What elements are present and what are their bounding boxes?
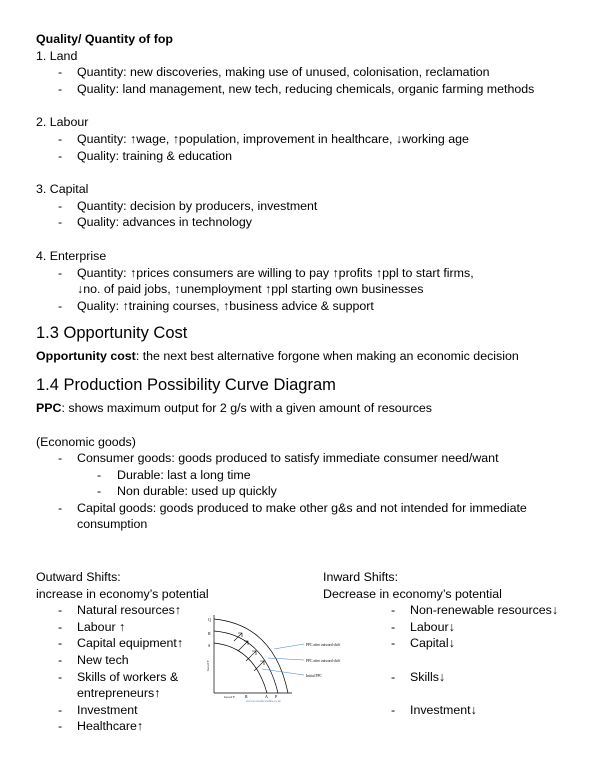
list-item: - Quantity: ↑wage, ↑population, improvement in healthcare, ↓working age <box>36 131 576 148</box>
list-item: - Quantity: decision by producers, investment <box>36 198 576 215</box>
list-item: - Quantity: ↑prices consumers are willing to pay ↑profits ↑ppl to start firms, <box>36 265 576 282</box>
notes-page <box>36 31 576 533</box>
list-item: - Capital goods: goods produced to make other g&s and not intended for immediate <box>36 500 576 517</box>
list-item: - Capital equipment↑ <box>36 635 246 652</box>
list-item: - Investment <box>36 702 246 719</box>
list-item: - Durable: last a long time <box>36 467 576 484</box>
ppc-initial-curve <box>214 643 267 693</box>
definition: : shows maximum output for 2 g/s with a given amount of resources <box>61 400 432 415</box>
term: PPC <box>36 400 62 415</box>
list-item-continuation: entrepreneurs↑ <box>77 686 161 701</box>
x-tick: P <box>275 694 278 699</box>
capital-title: 3. Capital <box>36 182 89 197</box>
y-axis-label: Good Y <box>206 659 210 671</box>
list-item: - Quality: training & education <box>36 148 576 165</box>
definition: : the next best alternative forgone when making an economic decision <box>135 349 519 364</box>
ppc-definition <box>36 400 576 417</box>
list-item: - Non durable: used up quickly <box>36 483 576 500</box>
economic-goods-label: (Economic goods) <box>36 434 136 449</box>
x-tick: A <box>265 694 268 699</box>
term: Opportunity cost <box>36 349 136 364</box>
list-item: - Investment↓ <box>323 702 603 719</box>
list-item: - Labour ↑ <box>36 619 246 636</box>
list-item: - Skills↓ <box>323 669 603 686</box>
list-item: - New tech <box>36 652 246 669</box>
middle-ppc-label: PPC after outward shift <box>306 659 340 663</box>
outward-subtitle: increase in economy’s potential <box>36 586 209 601</box>
shift-arrows <box>234 633 264 671</box>
inward-subtitle: Decrease in economy’s potential <box>323 586 502 601</box>
enterprise-title: 4. Enterprise <box>36 248 107 263</box>
list-item: - Quality: ↑training courses, ↑business advice & support <box>36 298 576 315</box>
x-axis-label: Good Y <box>224 695 236 699</box>
list-item: - Quantity: new discoveries, making use of unused, colonisation, reclamation <box>36 64 576 81</box>
initial-ppc-label: Initial PPC <box>306 674 322 678</box>
fop-heading: Quality/ Quantity of fop <box>36 32 173 46</box>
y-tick: Q <box>208 617 211 622</box>
land-title: 1. Land <box>36 48 78 63</box>
list-item-continuation: consumption <box>77 517 148 532</box>
list-item: - Quality: advances in technology <box>36 214 576 231</box>
list-item: - Non-renewable resources↓ <box>323 602 603 619</box>
x-tick: R <box>245 694 248 699</box>
outward-title: Outward Shifts: <box>36 570 121 584</box>
list-item: - Quality: land management, new tech, reducing chemicals, organic farming methods <box>36 81 576 98</box>
labour-title: 2. Labour <box>36 115 89 130</box>
y-tick: R <box>208 631 211 636</box>
y-tick: S <box>208 643 211 648</box>
shifts-section <box>36 569 596 769</box>
source-credit: www.economicsonline.co.uk <box>246 699 281 703</box>
ppc-middle-curve <box>214 631 278 693</box>
list-item: - Skills of workers & <box>36 669 246 686</box>
list-item: - Natural resources↑ <box>36 602 246 619</box>
list-item: - Labour↓ <box>323 619 603 636</box>
list-item-continuation: ↓no. of paid jobs, ↑unemployment ↑ppl starting own businesses <box>77 282 424 297</box>
list-item: - Consumer goods: goods produced to satisfy immediate consumer need/want <box>36 450 576 467</box>
list-item: - Capital↓ <box>323 635 603 652</box>
ppc-heading: 1.4 Production Possibility Curve Diagram <box>36 375 336 394</box>
ppc-diagram <box>204 611 374 706</box>
list-item: - Healthcare↑ <box>36 718 246 735</box>
opportunity-cost-definition <box>36 348 576 365</box>
inward-title: Inward Shifts: <box>323 570 399 584</box>
opportunity-cost-heading: 1.3 Opportunity Cost <box>36 324 188 343</box>
outer-ppc-label: PPC after outward shift <box>306 643 340 647</box>
